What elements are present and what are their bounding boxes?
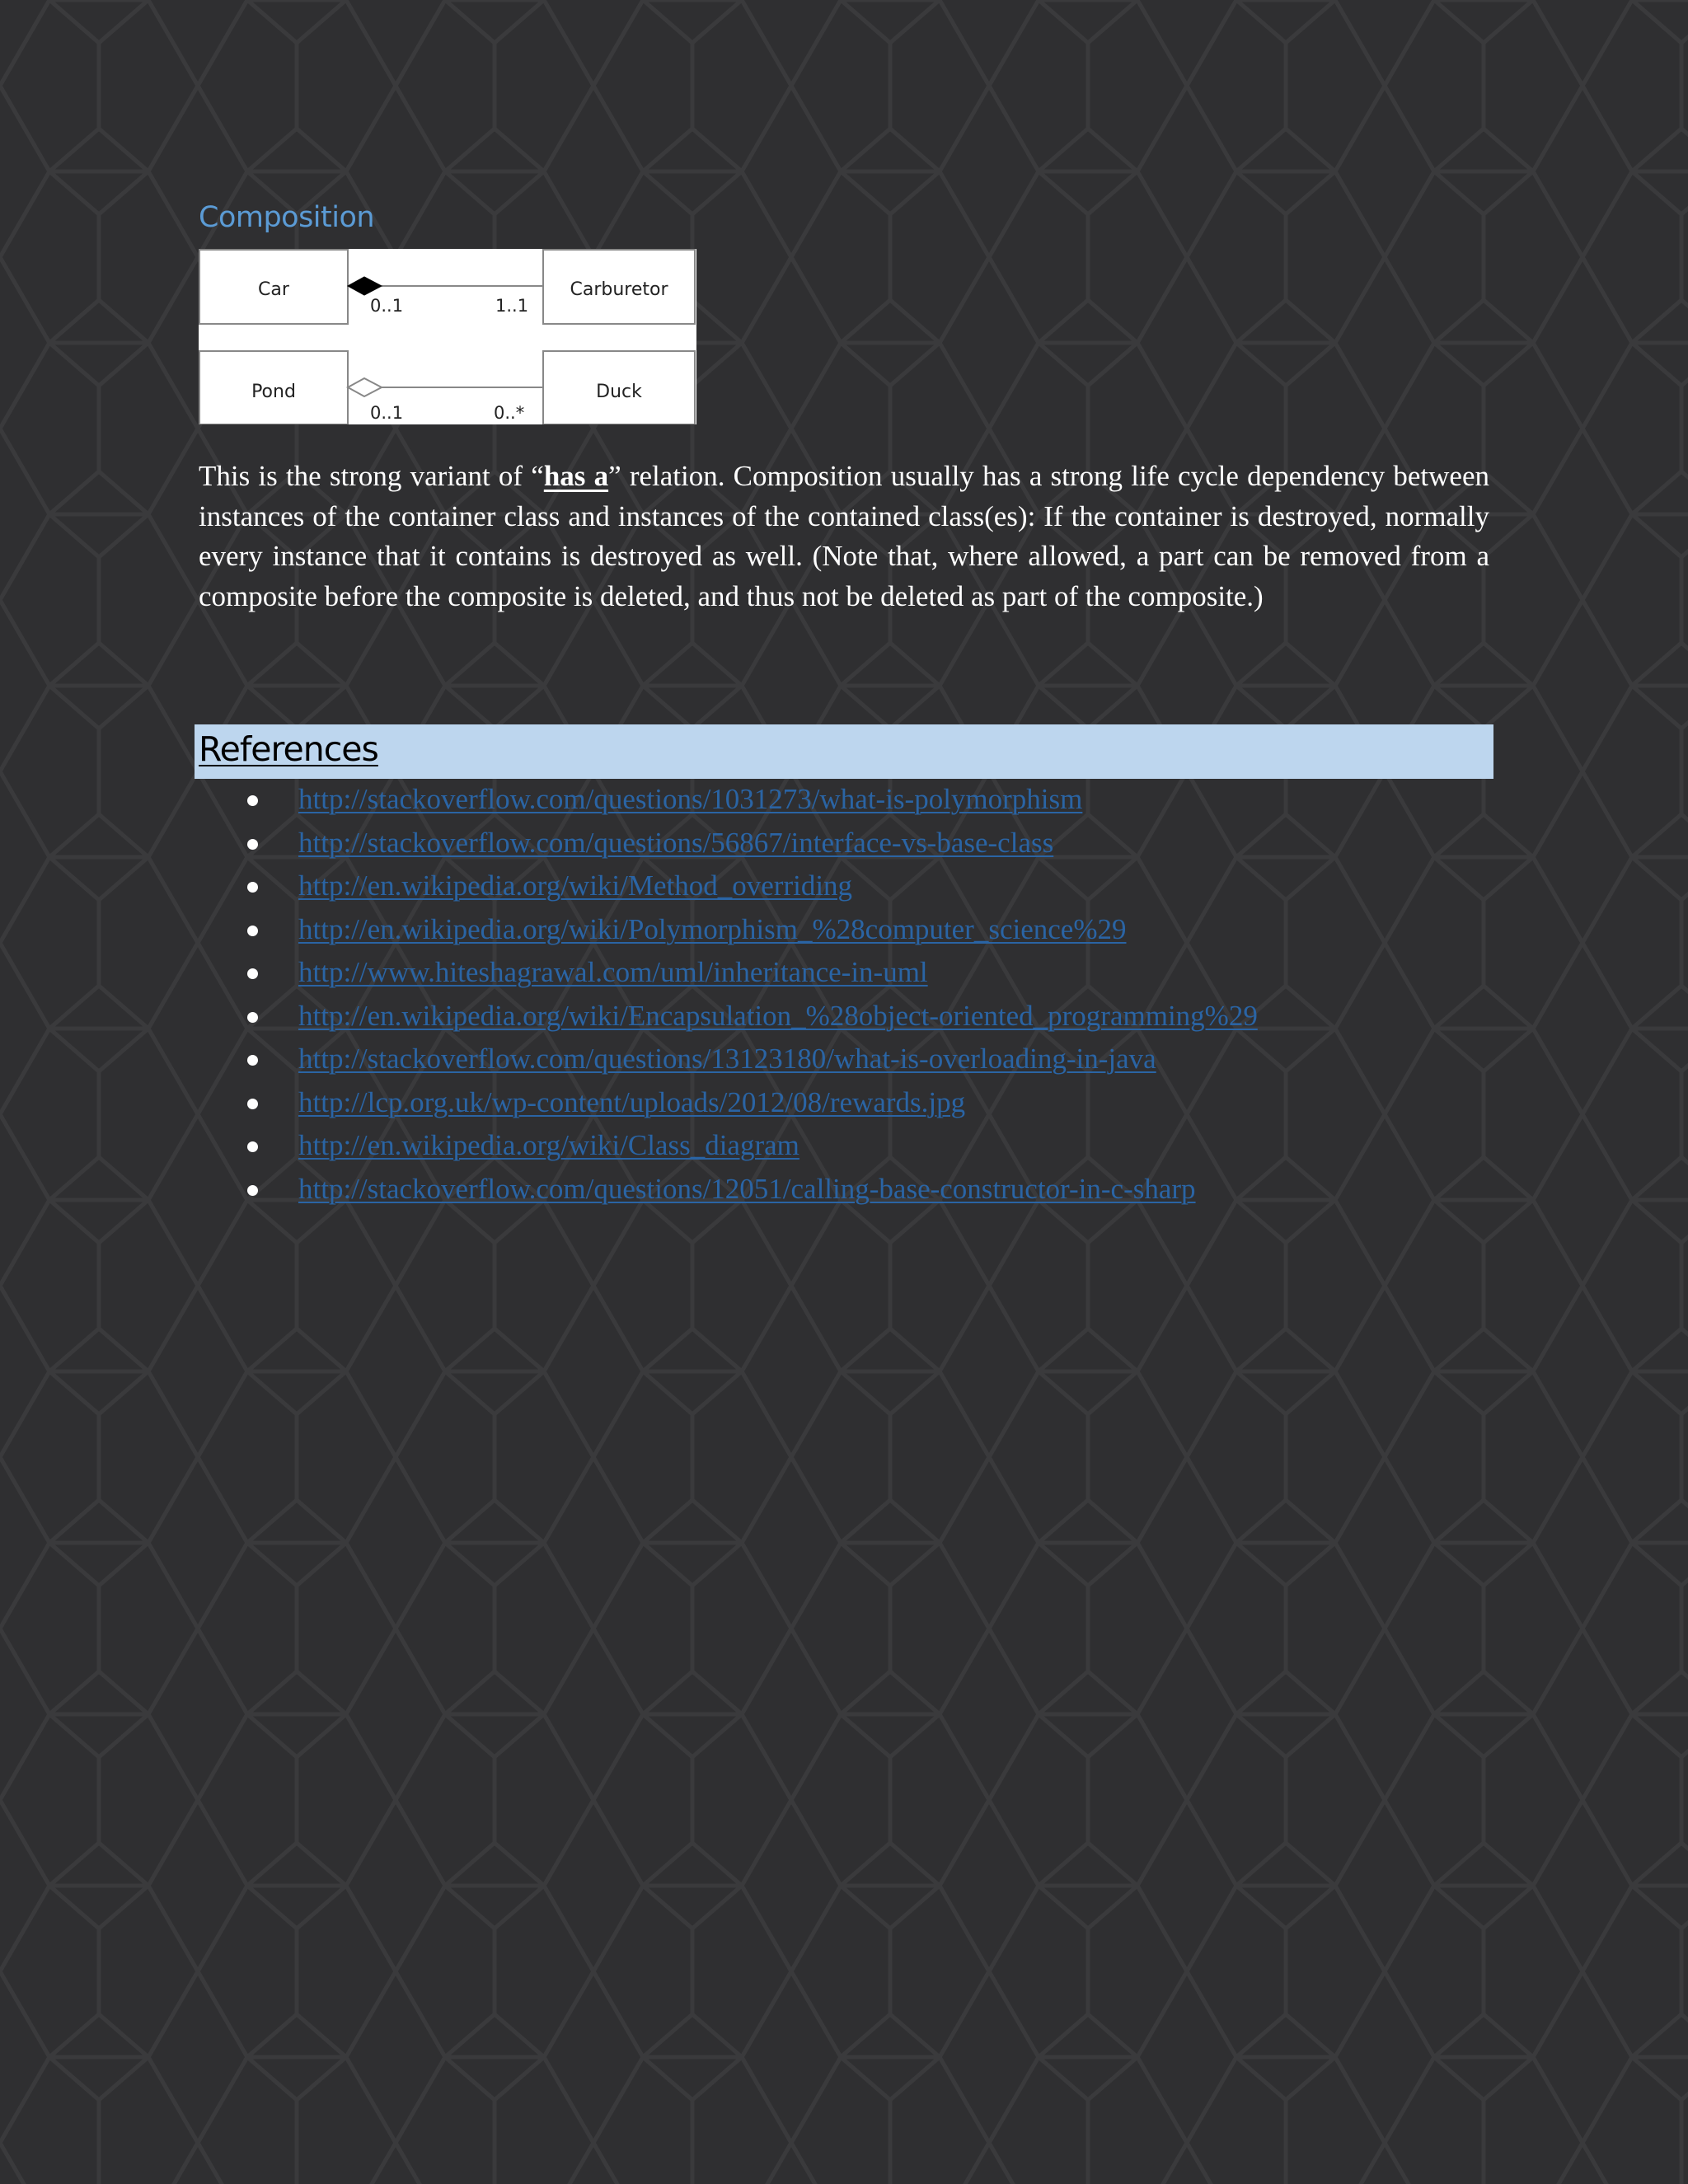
bullet-icon [247, 1099, 258, 1109]
duck-class-label: Duck [596, 382, 642, 402]
reference-item [0, 995, 1258, 1038]
bullet-icon [247, 1055, 258, 1066]
uml-composition-diagram [199, 249, 696, 424]
reference-link[interactable]: http://www.hiteshagrawal.com/uml/inheritance-in-uml [298, 956, 928, 988]
reference-item [0, 822, 1258, 865]
hollow-diamond-icon [348, 378, 382, 396]
carburetor-multiplicity: 1..1 [495, 296, 529, 316]
pond-multiplicity: 0..1 [370, 403, 404, 423]
reference-item [0, 951, 1258, 995]
bullet-icon [247, 795, 258, 806]
pond-class-label: Pond [251, 382, 296, 402]
reference-link[interactable]: http://en.wikipedia.org/wiki/Polymorphism_%28computer_science%29 [298, 912, 1127, 945]
reference-item [0, 1124, 1258, 1168]
reference-link[interactable]: http://stackoverflow.com/questions/1031273/what-is-polymorphism [298, 783, 1083, 815]
reference-link[interactable]: http://en.wikipedia.org/wiki/Class_diagram [298, 1129, 799, 1161]
reference-item [0, 1168, 1258, 1212]
bullet-icon [247, 968, 258, 979]
reference-item [0, 1038, 1258, 1081]
description-text-start: This is the strong variant of “ [199, 460, 544, 492]
car-multiplicity: 0..1 [370, 296, 404, 316]
reference-link[interactable]: http://stackoverflow.com/questions/12051/calling-base-constructor-in-c-sharp [298, 1172, 1196, 1205]
reference-link[interactable]: http://en.wikipedia.org/wiki/Method_overriding [298, 869, 853, 902]
bullet-icon [247, 1141, 258, 1152]
reference-link[interactable]: http://en.wikipedia.org/wiki/Encapsulation_%28object-oriented_programming%29 [298, 999, 1258, 1032]
has-a-emphasis: has a [543, 460, 609, 492]
references-heading: References [199, 729, 378, 769]
bullet-icon [247, 1185, 258, 1196]
carburetor-class-label: Carburetor [570, 279, 668, 300]
car-class-label: Car [258, 279, 289, 300]
reference-item [0, 1081, 1258, 1125]
bullet-icon [247, 839, 258, 850]
references-list [0, 778, 1258, 1211]
reference-link[interactable]: http://stackoverflow.com/questions/13123180/what-is-overloading-in-java [298, 1043, 1156, 1075]
bullet-icon [247, 1012, 258, 1023]
reference-link[interactable]: http://stackoverflow.com/questions/56867/interface-vs-base-class [298, 826, 1054, 859]
filled-diamond-icon [348, 277, 382, 295]
composition-description [199, 457, 1489, 616]
duck-multiplicity: 0..* [494, 403, 525, 423]
reference-item [0, 908, 1258, 952]
bullet-icon [247, 926, 258, 936]
reference-item [0, 865, 1258, 908]
bullet-icon [247, 882, 258, 893]
description-text-end: ” relation. Composition usually has a strong life cycle dependency between instances of the container class and instances of the contained class(es): If the container is destroyed, normally every instance that it contains is destroyed as well. (Note that, where allowed, a part can be removed from a composite before the composite is deleted, and thus not be deleted as part of the composite.) [199, 460, 1489, 612]
reference-link[interactable]: http://lcp.org.uk/wp-content/uploads/2012/08/rewards.jpg [298, 1085, 966, 1118]
section-heading: Composition [199, 201, 375, 234]
references-header-bar [195, 724, 1493, 779]
reference-item [0, 778, 1258, 822]
